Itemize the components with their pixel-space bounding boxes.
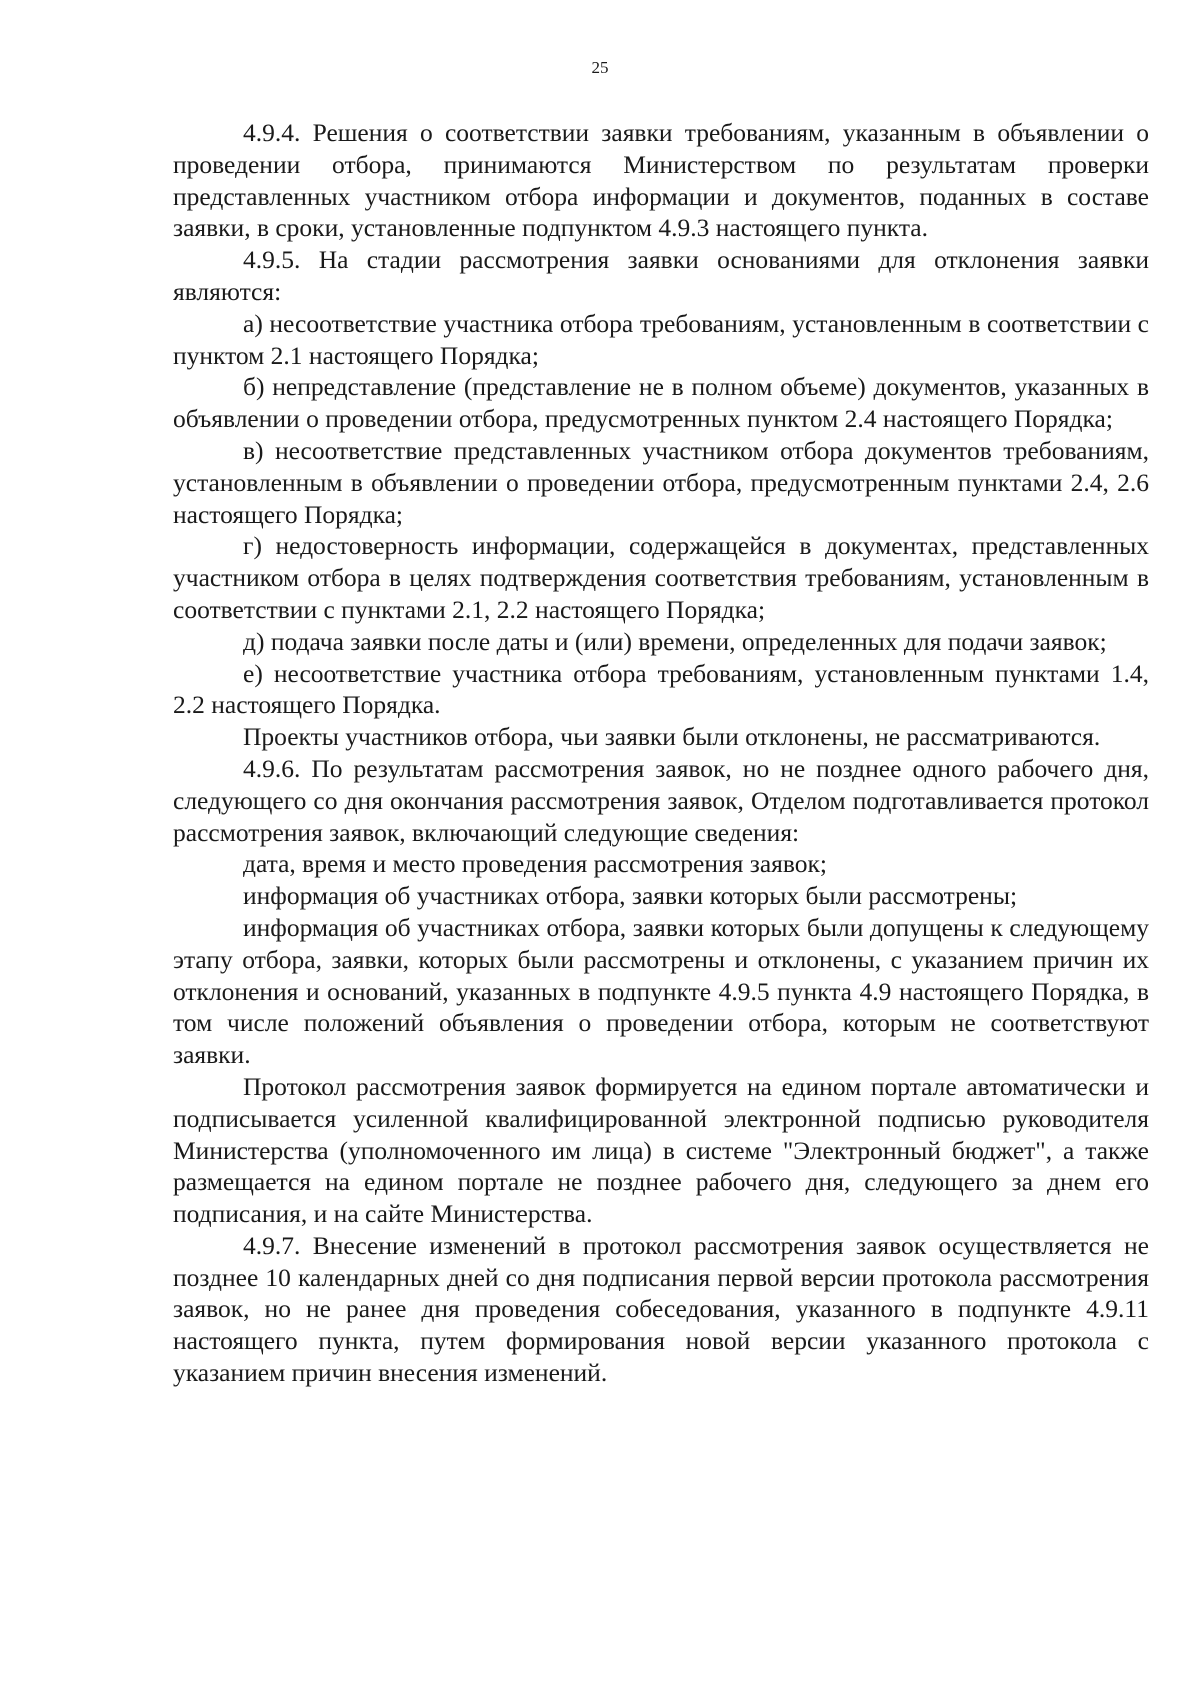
list-item-a: а) несоответствие участника отбора требованиям, установленным в соответствии с пунктом 2.1 настоящего Порядка;: [173, 308, 1149, 370]
document-body: [173, 117, 1149, 1389]
list-item-date-time-place: дата, время и место проведения рассмотрения заявок;: [243, 849, 827, 879]
paragraph-4-9-7: 4.9.7. Внесение изменений в протокол рассмотрения заявок осуществляется не позднее 10 календарных дней со дня подписания первой версии протокола рассмотрения заявок, но не ранее дня проведения собеседования, указанного в подпункте 4.9.11 настоящего пункта, путем формирования новой версии указанного протокола с указанием причин внесения изменений.: [173, 1230, 1149, 1388]
paragraph-protocol-formation: Протокол рассмотрения заявок формируется на едином портале автоматически и подписывается усиленной квалифицированной электронной подписью руководителя Министерства (уполномоченного им лица) в системе "Электронный бюджет", а также размещается на едином портале не позднее рабочего дня, следующего за днем его подписания, и на сайте Министерства.: [173, 1071, 1149, 1229]
list-item-d: д) подача заявки после даты и (или) времени, определенных для подачи заявок;: [243, 626, 1107, 656]
paragraph-4-9-4: 4.9.4. Решения о соответствии заявки требованиям, указанным в объявлении о проведении отбора, принимаются Министерством по результатам проверки представленных участником отбора информации и документов, поданных в составе заявки, в сроки, установленные подпунктом 4.9.3 настоящего пункта.: [173, 118, 1149, 243]
page-number: 25: [591, 58, 609, 77]
list-item-g: г) недостоверность информации, содержащейся в документах, представленных участником отбора в целях подтверждения соответствия требованиям, установленным в соответствии с пунктами 2.1, 2.2 настоящего Порядка;: [173, 531, 1149, 624]
list-item-v: в) несоответствие представленных участником отбора документов требованиям, установленным в объявлении о проведении отбора, предусмотренным пунктами 2.4, 2.6 настоящего Порядка;: [173, 435, 1149, 529]
paragraph-4-9-5: 4.9.5. На стадии рассмотрения заявки основаниями для отклонения заявки являются:: [173, 245, 1149, 306]
list-item-b: б) непредставление (представление не в полном объеме) документов, указанных в объявлении о проведении отбора, предусмотренных пунктом 2.4 настоящего Порядка;: [173, 372, 1149, 434]
paragraph-4-9-6: 4.9.6. По результатам рассмотрения заявок, но не позднее одного рабочего дня, следующего со дня окончания рассмотрения заявок, Отделом подготавливается протокол рассмотрения заявок, включающий следующие сведения:: [173, 753, 1149, 847]
list-item-e: е) несоответствие участника отбора требованиям, установленным пунктами 1.4, 2.2 настоящего Порядка.: [173, 658, 1149, 720]
paragraph-rejected-projects: Проекты участников отбора, чьи заявки были отклонены, не рассматриваются.: [243, 722, 1101, 752]
list-item-admitted-rejected-participants: информация об участниках отбора, заявки которых были допущены к следующему этапу отбора, заявки, которых были рассмотрены и отклонены, с указанием причин их отклонения и оснований, указанных в подпункте 4.9.5 пункта 4.9 настоящего Порядка, в том числе положений объявления о проведении отбора, которым не соответствуют заявки.: [173, 912, 1149, 1070]
list-item-reviewed-participants: информация об участниках отбора, заявки которых были рассмотрены;: [243, 881, 1018, 911]
